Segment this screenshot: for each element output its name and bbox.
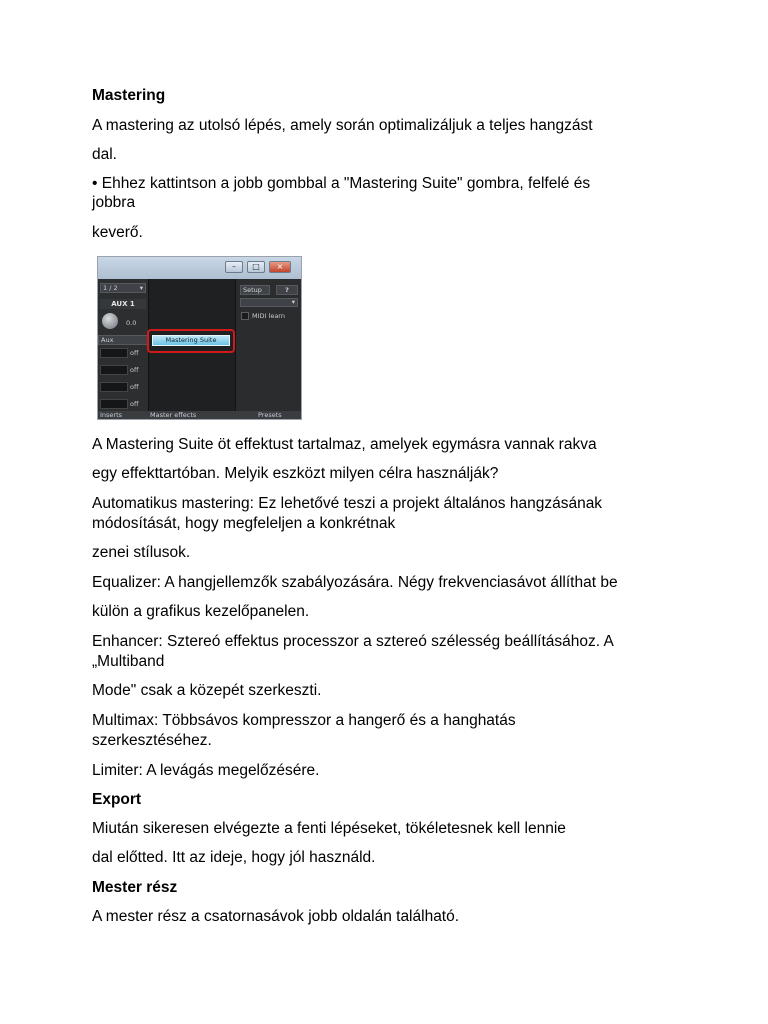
paragraph-line: Multimax: Többsávos kompresszor a hangerő és a hanghatás bbox=[92, 712, 516, 729]
insert-slot[interactable] bbox=[100, 382, 128, 392]
paragraph-line: Enhancer: Sztereó effektus processzor a sztereó szélesség beállításához. A bbox=[92, 633, 614, 650]
insert-slot[interactable] bbox=[100, 399, 128, 409]
paragraph-line: „Multiband bbox=[92, 653, 165, 670]
off-label: off bbox=[130, 400, 139, 408]
paragraph-line: zenei stílusok. bbox=[92, 544, 191, 561]
midi-learn-checkbox[interactable] bbox=[241, 312, 249, 320]
paragraph-line: egy effekttartóban. Melyik eszközt milyen célra használják? bbox=[92, 465, 499, 482]
aux-row[interactable] bbox=[98, 335, 148, 345]
paragraph-line: keverő. bbox=[92, 224, 143, 241]
volume-knob[interactable] bbox=[102, 313, 118, 329]
maximize-button[interactable]: □ bbox=[247, 261, 265, 273]
paragraph-line: Limiter: A levágás megelőzésére. bbox=[92, 762, 320, 779]
paragraph-line: Miután sikeresen elvégezte a fenti lépéseket, tökéletesnek kell lennie bbox=[92, 820, 566, 837]
paragraph-line: A mester rész a csatornasávok jobb oldalán található. bbox=[92, 908, 460, 925]
channel-dropdown[interactable] bbox=[100, 283, 146, 293]
paragraph-line: Equalizer: A hangjellemzők szabályozására. Négy frekvenciasávot állíthat be bbox=[92, 574, 618, 591]
help-button[interactable] bbox=[276, 285, 298, 295]
off-label: off bbox=[130, 383, 139, 391]
mixer-screenshot bbox=[97, 256, 302, 420]
paragraph-line: szerkesztéséhez. bbox=[92, 732, 212, 749]
chevron-down-icon: ▾ bbox=[139, 284, 143, 292]
mixer-footer bbox=[98, 411, 301, 419]
footer-master-effects: Master effects bbox=[150, 411, 197, 419]
paragraph-line: • Ehhez kattintson a jobb gombbal a "Mastering Suite" gombra, felfelé és bbox=[92, 175, 591, 192]
midi-learn-label: MIDI learn bbox=[252, 312, 285, 320]
mastering-suite-button[interactable]: Mastering Suite bbox=[152, 335, 230, 346]
paragraph-line: A mastering az utolsó lépés, amely során optimalizáljuk a teljes hangzást bbox=[92, 117, 593, 134]
off-label: off bbox=[130, 366, 139, 374]
aux-channel-strip bbox=[98, 279, 148, 419]
aux-row-label: Aux bbox=[101, 336, 114, 344]
setup-button[interactable] bbox=[240, 285, 270, 295]
paragraph-line: dal. bbox=[92, 146, 117, 163]
insert-slot[interactable] bbox=[100, 348, 128, 358]
paragraph-line: Mode" csak a közepét szerkeszti. bbox=[92, 682, 322, 699]
right-panel bbox=[236, 279, 301, 419]
paragraph-line: módosítását, hogy megfeleljen a konkrétnak bbox=[92, 515, 396, 532]
preset-dropdown[interactable] bbox=[240, 298, 298, 307]
heading-export: Export bbox=[92, 791, 142, 808]
paragraph-line: dal előtted. Itt az ideje, hogy jól használd. bbox=[92, 849, 376, 866]
footer-inserts: Inserts bbox=[100, 411, 123, 419]
window-titlebar bbox=[98, 257, 301, 279]
heading-mastering: Mastering bbox=[92, 87, 166, 104]
close-button[interactable]: × bbox=[269, 261, 291, 273]
paragraph-line: külön a grafikus kezelőpanelen. bbox=[92, 603, 310, 620]
minimize-button[interactable]: – bbox=[225, 261, 243, 273]
heading-mester-resz: Mester rész bbox=[92, 879, 178, 896]
footer-presets: Presets bbox=[258, 411, 282, 419]
chevron-down-icon: ▾ bbox=[291, 298, 295, 306]
highlight-frame bbox=[147, 329, 235, 353]
off-label: off bbox=[130, 349, 139, 357]
help-label: ? bbox=[285, 286, 289, 294]
dropdown-value: 1 / 2 bbox=[103, 284, 118, 292]
paragraph-line: Automatikus mastering: Ez lehetővé teszi a projekt általános hangzásának bbox=[92, 495, 603, 512]
knob-value: 0.0 bbox=[126, 319, 137, 327]
aux-label: AUX 1 bbox=[100, 299, 146, 309]
setup-label: Setup bbox=[243, 286, 262, 294]
paragraph-line: jobbra bbox=[92, 194, 136, 211]
insert-slot[interactable] bbox=[100, 365, 128, 375]
paragraph-line: A Mastering Suite öt effektust tartalmaz, amelyek egymásra vannak rakva bbox=[92, 436, 597, 453]
